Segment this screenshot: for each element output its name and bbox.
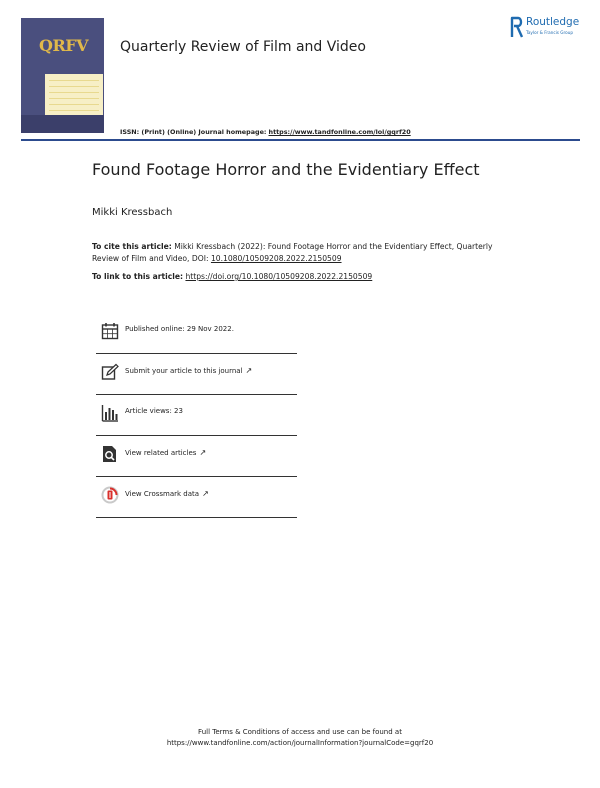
publisher-name: Routledge	[526, 16, 580, 28]
published-online-item	[96, 313, 297, 354]
publisher-logo	[510, 16, 585, 42]
journal-title: Quarterly Review of Film and Video	[120, 39, 366, 55]
submit-article-item[interactable]	[96, 354, 297, 395]
calendar-icon	[101, 322, 119, 340]
submit-article-link[interactable]: Submit your article to this journal	[125, 367, 243, 375]
crossmark-icon	[101, 486, 119, 504]
publisher-tagline: Taylor & Francis Group	[526, 30, 574, 35]
article-views-text: Article views: 23	[125, 407, 183, 415]
cover-footer-band	[21, 115, 104, 133]
crossmark-link[interactable]: View Crossmark data	[125, 490, 200, 498]
doi-link[interactable]: 10.1080/10509208.2022.2150509	[210, 253, 342, 263]
article-title: Found Footage Horror and the Evidentiary Effect	[92, 160, 480, 179]
routledge-logo-icon	[510, 16, 524, 38]
related-articles-label-wrap	[125, 448, 206, 457]
header-divider	[21, 139, 580, 141]
article-views-item	[96, 395, 297, 436]
related-articles-link[interactable]: View related articles	[125, 449, 197, 457]
search-document-icon	[101, 445, 119, 463]
external-link-icon: ↗	[199, 448, 207, 457]
footer-journal-info-link[interactable]: https://www.tandfonline.com/action/journalInformation?journalCode=gqrf20	[166, 739, 434, 747]
published-online-text: Published online: 29 Nov 2022.	[125, 325, 234, 333]
journal-homepage-link[interactable]: https://www.tandfonline.com/loi/gqrf20	[268, 128, 411, 136]
cite-text: Mikki Kressbach (2022): Found Footage Horror and the Evidentiary Effect, Quarterly Review of Film and Video, DOI:	[92, 242, 493, 263]
crossmark-label-wrap	[125, 489, 209, 498]
issn-line	[120, 128, 411, 136]
cover-logo-text: QRFV	[39, 36, 89, 55]
cite-label: To cite this article:	[92, 242, 172, 251]
edit-icon	[101, 363, 119, 381]
submit-article-label-wrap	[125, 366, 252, 375]
article-link-line	[92, 272, 372, 281]
citation-block	[92, 241, 512, 264]
issn-label: ISSN: (Print) (Online) Journal homepage:	[120, 128, 267, 136]
journal-cover	[21, 18, 104, 133]
footer	[0, 727, 600, 749]
article-doi-url-link[interactable]: https://doi.org/10.1080/10509208.2022.2150509	[185, 272, 373, 281]
footer-terms-text: Full Terms & Conditions of access and use can be found at	[198, 728, 402, 736]
external-link-icon: ↗	[202, 489, 209, 498]
article-author: Mikki Kressbach	[92, 207, 173, 218]
crossmark-item[interactable]	[96, 477, 297, 518]
external-link-icon: ↗	[245, 366, 253, 375]
related-articles-item[interactable]	[96, 436, 297, 477]
bar-chart-icon	[101, 404, 119, 422]
link-label: To link to this article:	[92, 272, 184, 281]
